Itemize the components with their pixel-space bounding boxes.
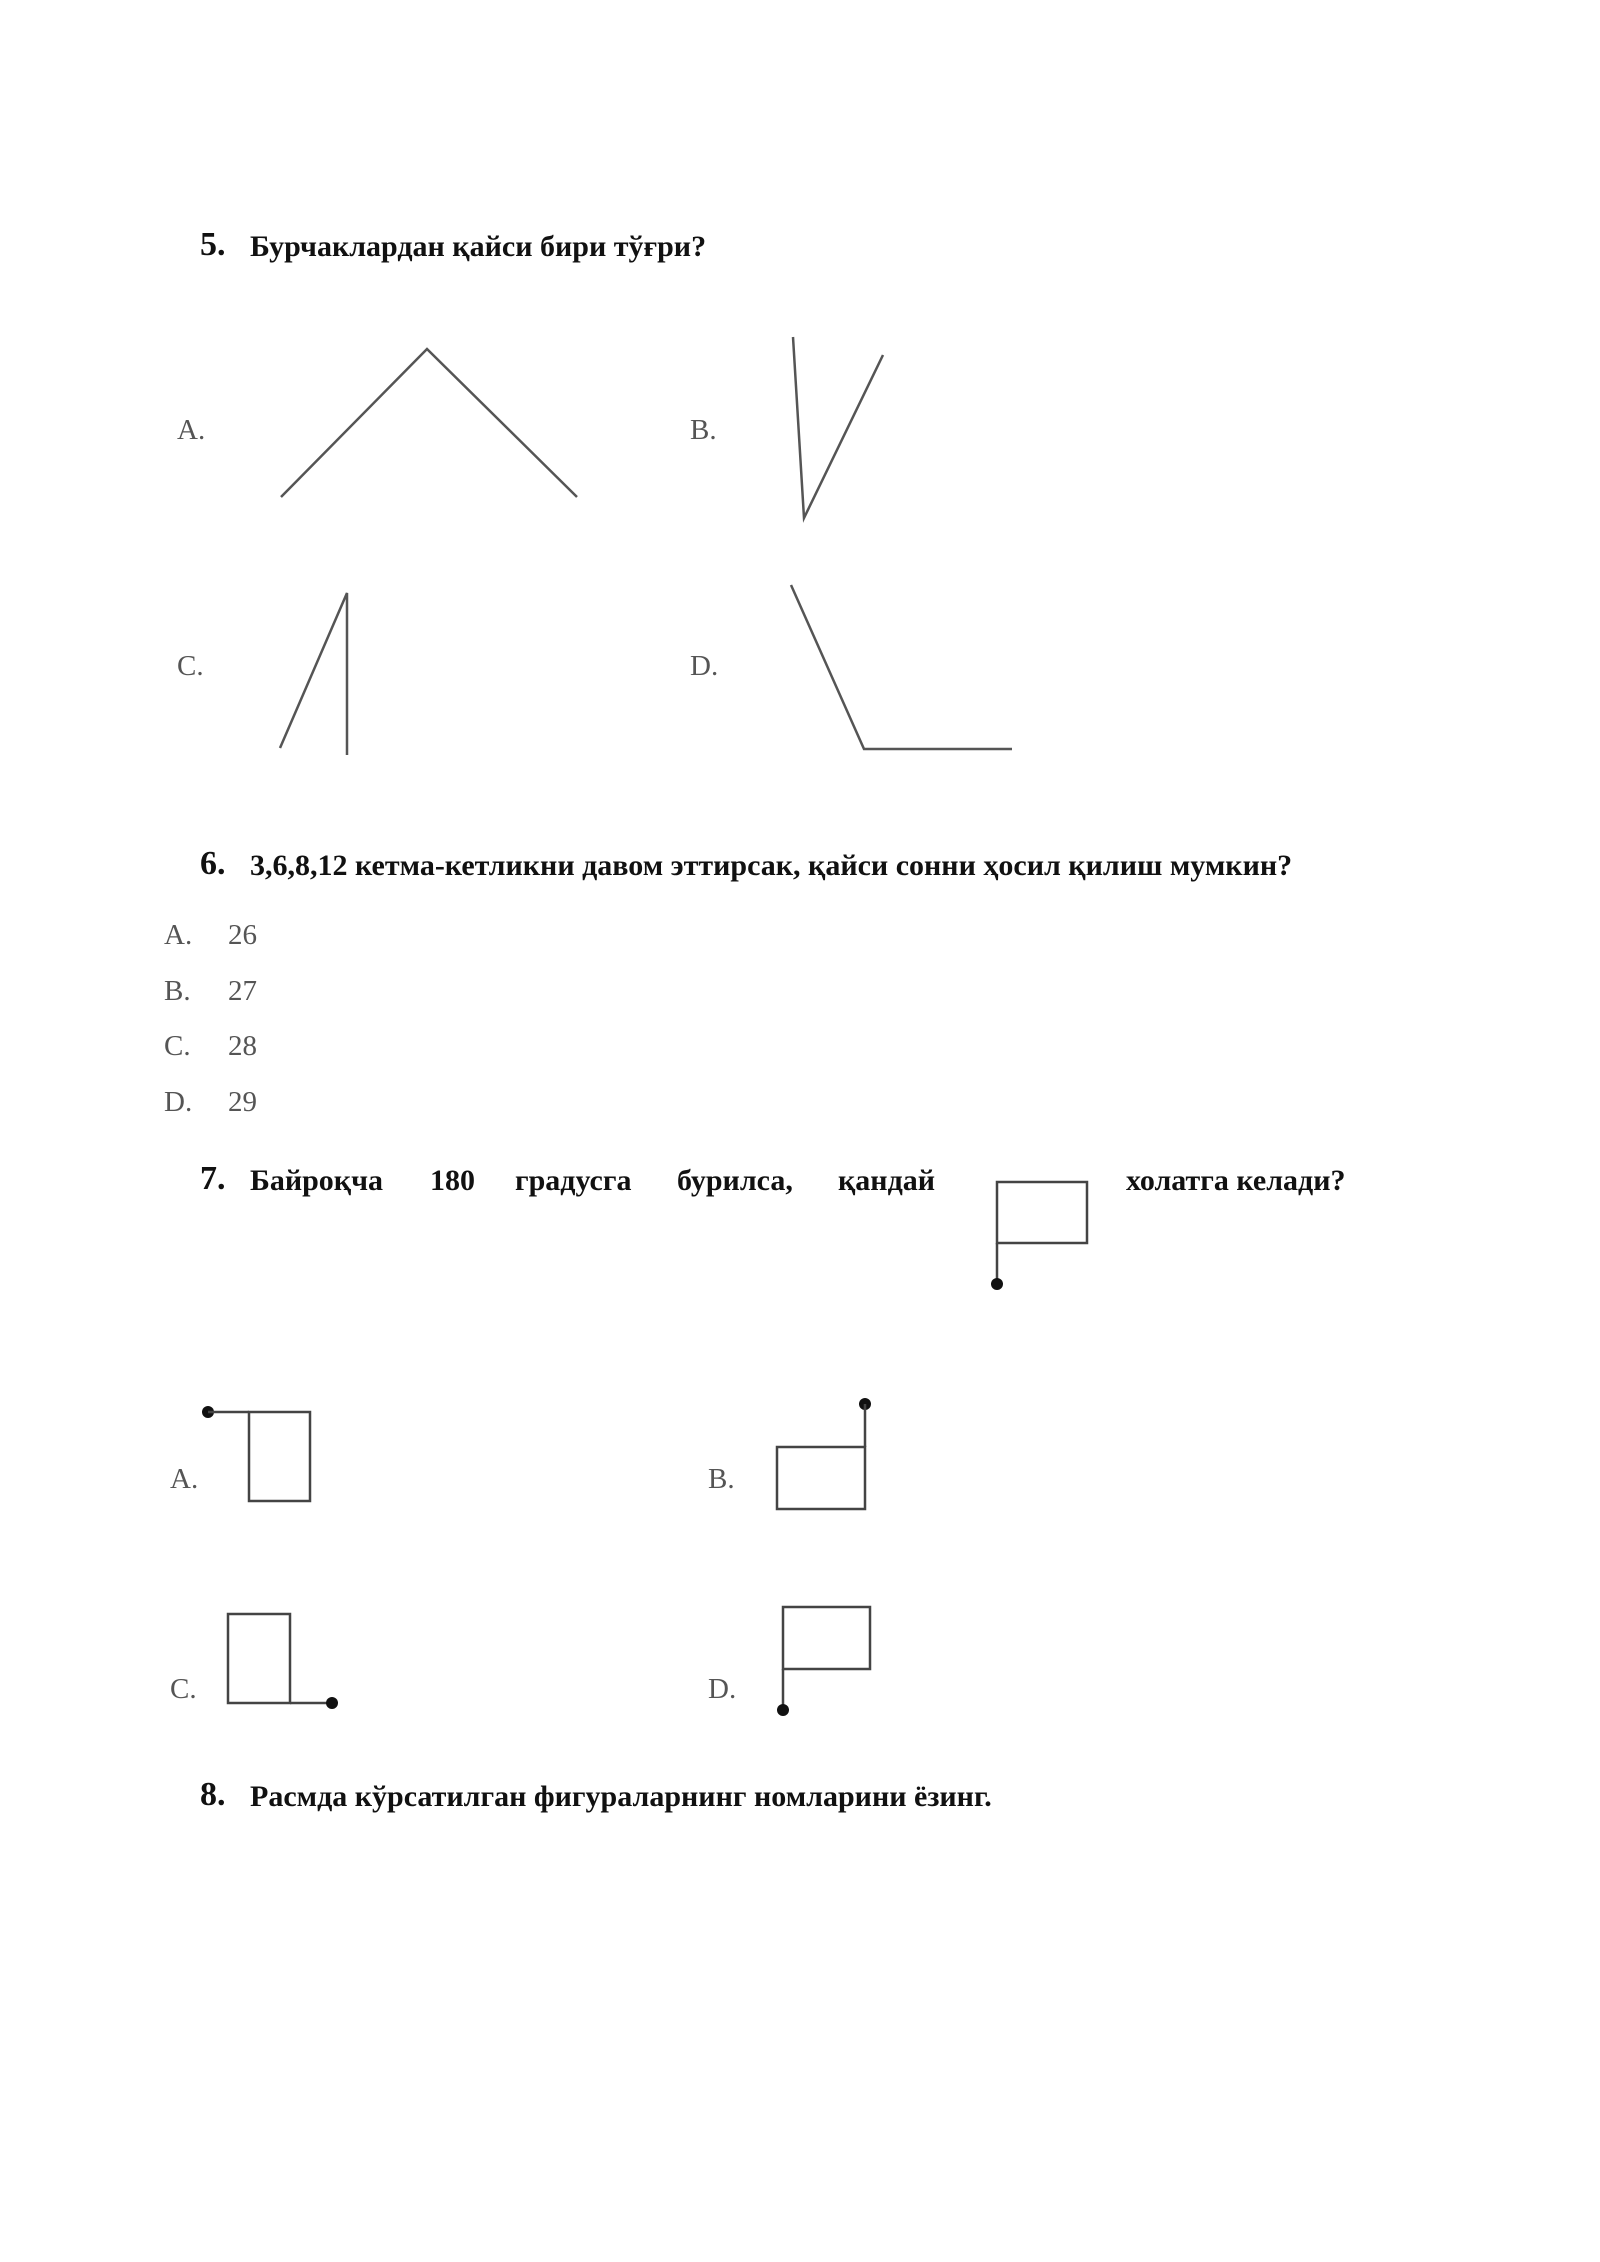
option-value: 26 (228, 919, 257, 951)
option-label: B. (164, 975, 191, 1007)
option-b-label: B. (708, 1463, 735, 1495)
question-number: 5. (200, 226, 226, 263)
option-b-label: B. (690, 414, 717, 446)
option-value: 27 (228, 975, 257, 1007)
option-d-label: D. (690, 650, 719, 682)
option-d-label: D. (708, 1673, 737, 1705)
flag-icon (202, 1406, 310, 1501)
flag-icon (991, 1182, 1087, 1290)
option-value: 28 (228, 1030, 257, 1062)
question-text: 3,6,8,12 кетма-кетликни давом эттирсак, қайси сонни ҳосил қилиш мумкин? (250, 849, 1293, 882)
option-label: C. (164, 1030, 191, 1062)
question-text: Расмда кўрсатилган фигураларнинг номларини ёзинг. (250, 1780, 992, 1813)
option-a-label: A. (177, 414, 206, 446)
question-number: 8. (200, 1776, 226, 1813)
flag-icon (777, 1607, 870, 1716)
question-word: бурилса, (677, 1164, 793, 1197)
question-word: Байроқча (250, 1164, 384, 1197)
question-word: қандай (838, 1164, 936, 1197)
question-word: градусга (515, 1164, 632, 1197)
question-word: 180 (430, 1164, 475, 1197)
question-text: Бурчаклардан қайси бири тўғри? (250, 230, 707, 263)
question-number: 7. (200, 1160, 226, 1197)
option-label: D. (164, 1086, 193, 1118)
flag-icon (777, 1398, 871, 1509)
option-label: A. (164, 919, 193, 951)
question-number: 6. (200, 845, 226, 882)
option-c-label: C. (177, 650, 204, 682)
option-c-label: C. (170, 1673, 197, 1705)
flag-icon (228, 1614, 338, 1709)
question-word: холатга келади? (1126, 1164, 1346, 1197)
option-a-label: A. (170, 1463, 199, 1495)
option-value: 29 (228, 1086, 257, 1118)
